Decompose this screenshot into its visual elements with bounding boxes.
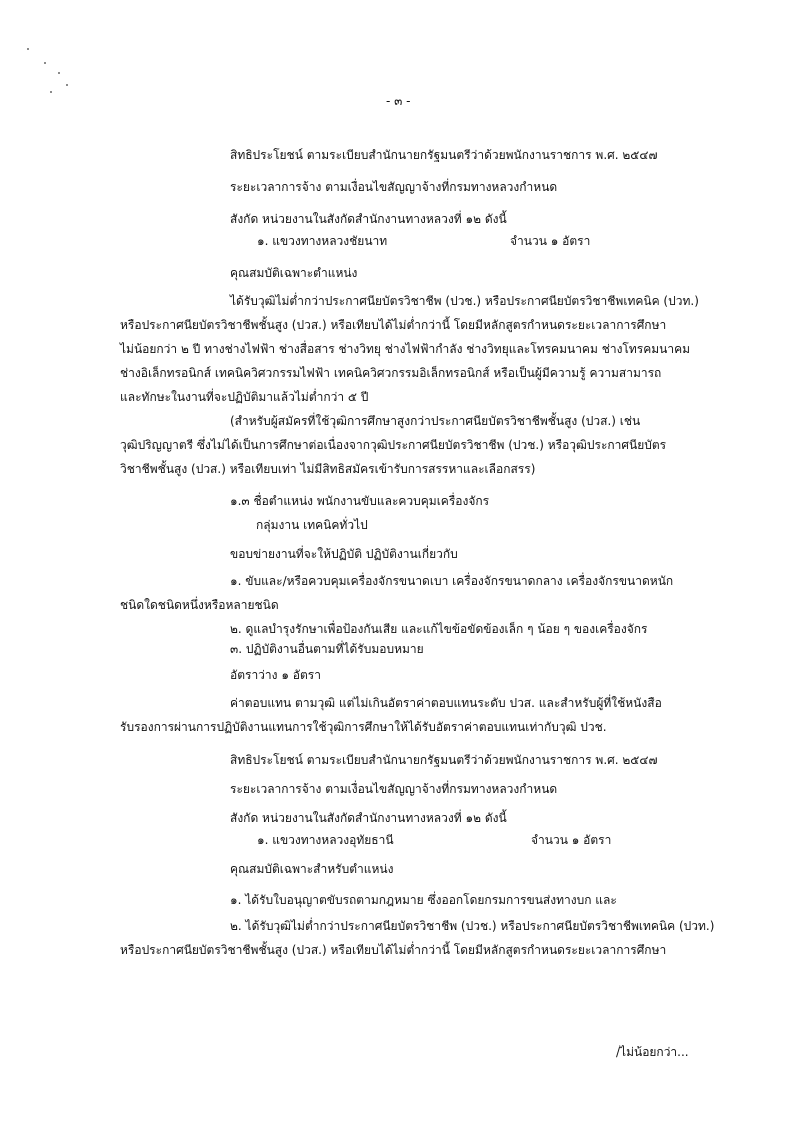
scan-speck xyxy=(50,91,52,93)
scan-speck xyxy=(58,72,60,74)
quota: จำนวน ๑ อัตรา xyxy=(510,234,591,248)
duty-item: ๒. ดูแลบำรุงรักษาเพื่อป้องกันเสีย และแก้ไขข้อขัดข้องเล็ก ๆ น้อย ๆ ของเครื่องจักร xyxy=(230,622,648,636)
requirement-item-continued: หรือประกาศนียบัตรวิชาชีพชั้นสูง (ปวส.) หรือเทียบได้ไม่ต่ำกว่านี้ โดยมีหลักสูตรกำหนดระยะเวลาการศึกษา xyxy=(120,943,667,957)
scan-speck xyxy=(44,62,46,64)
work-group: กลุ่มงาน เทคนิคทั่วไป xyxy=(256,518,368,532)
office-item xyxy=(257,833,527,848)
note-line: วิชาชีพชั้นสูง (ปวส.) หรือเทียบเท่า ไม่มีสิทธิสมัครเข้ารับการสรรหาและเลือกสรร) xyxy=(120,462,536,476)
paragraph-line: หรือประกาศนียบัตรวิชาชีพชั้นสูง (ปวส.) หรือเทียบได้ไม่ต่ำกว่านี้ โดยมีหลักสูตรกำหนดระยะเวลาการศึกษา xyxy=(120,318,667,332)
position-title: ๑.๓ ชื่อตำแหน่ง พนักงานขับและควบคุมเครื่องจักร xyxy=(230,494,490,508)
office-name: ๑. แขวงทางหลวงชัยนาท xyxy=(257,234,388,248)
employment-period-line: ระยะเวลาการจ้าง ตามเงื่อนไขสัญญาจ้างที่กรมทางหลวงกำหนด xyxy=(230,180,558,194)
employment-period-line: ระยะเวลาการจ้าง ตามเงื่อนไขสัญญาจ้างที่กรมทางหลวงกำหนด xyxy=(230,782,558,796)
requirement-item: ๑. ได้รับใบอนุญาตขับรถตามกฎหมาย ซึ่งออกโดยกรมการขนส่งทางบก และ xyxy=(230,893,617,907)
requirement-item: ๒. ได้รับวุฒิไม่ต่ำกว่าประกาศนียบัตรวิชาชีพ (ปวช.) หรือประกาศนียบัตรวิชาชีพเทคนิค (ปวท.) xyxy=(230,919,715,933)
page-number: - ๓ - xyxy=(386,94,411,108)
scan-speck xyxy=(27,48,29,50)
note-line: วุฒิปริญญาตรี ซึ่งไม่ได้เป็นการศึกษาต่อเนื่องจากวุฒิประกาศนียบัตรวิชาชีพ (ปวช.) หรือวุฒิประกาศนียบัตร xyxy=(120,438,667,452)
duty-item-continued: ชนิดใดชนิดหนึ่งหรือหลายชนิด xyxy=(120,598,279,612)
office-item xyxy=(257,234,547,249)
affiliation-line: สังกัด หน่วยงานในสังกัดสำนักงานทางหลวงที่ ๑๒ ดังนี้ xyxy=(230,811,507,825)
office-name: ๑. แขวงทางหลวงอุทัยธานี xyxy=(257,833,394,847)
section-heading: คุณสมบัติเฉพาะตำแหน่ง xyxy=(230,266,358,280)
affiliation-line: สังกัด หน่วยงานในสังกัดสำนักงานทางหลวงที่ ๑๒ ดังนี้ xyxy=(230,212,507,226)
section-heading: ขอบข่ายงานที่จะให้ปฏิบัติ ปฏิบัติงานเกี่ยวกับ xyxy=(230,547,458,561)
vacancies: อัตราว่าง ๑ อัตรา xyxy=(230,668,321,682)
quota: จำนวน ๑ อัตรา xyxy=(531,833,612,847)
compensation-line: ค่าตอบแทน ตามวุฒิ แต่ไม่เกินอัตราค่าตอบแทนระดับ ปวส. และสำหรับผู้ที่ใช้หนังสือ xyxy=(230,696,662,710)
paragraph-line: ช่างอิเล็กทรอนิกส์ เทคนิควิศวกรรมไฟฟ้า เทคนิควิศวกรรมอิเล็กทรอนิกส์ หรือเป็นผู้มีความรู้ ความสามารถ xyxy=(120,366,662,380)
paragraph-line: ไม่น้อยกว่า ๒ ปี ทางช่างไฟฟ้า ช่างสื่อสาร ช่างวิทยุ ช่างไฟฟ้ากำลัง ช่างวิทยุและโทรคมนาคม ช่างโทรคมนาคม xyxy=(120,342,691,356)
duty-item: ๓. ปฏิบัติงานอื่นตามที่ได้รับมอบหมาย xyxy=(230,642,424,656)
paragraph-line: และทักษะในงานที่จะปฏิบัติมาแล้วไม่ต่ำกว่า ๕ ปี xyxy=(120,390,369,404)
note-line: (สำหรับผู้สมัครที่ใช้วุฒิการศึกษาสูงกว่าประกาศนียบัตรวิชาชีพชั้นสูง (ปวส.) เช่น xyxy=(230,414,641,428)
compensation-line: รับรองการผ่านการปฏิบัติงานแทนการใช้วุฒิการศึกษาให้ได้รับอัตราค่าตอบแทนเท่ากับวุฒิ ปวช. xyxy=(120,720,607,734)
duty-item: ๑. ขับและ/หรือควบคุมเครื่องจักรขนาดเบา เครื่องจักรขนาดกลาง เครื่องจักรขนาดหนัก xyxy=(230,574,674,588)
continuation-marker: /ไม่น้อยกว่า... xyxy=(616,1045,689,1059)
paragraph-line: ได้รับวุฒิไม่ต่ำกว่าประกาศนียบัตรวิชาชีพ (ปวช.) หรือประกาศนียบัตรวิชาชีพเทคนิค (ปวท.) xyxy=(230,294,699,308)
section-heading: คุณสมบัติเฉพาะสำหรับตำแหน่ง xyxy=(230,862,394,876)
benefits-line: สิทธิประโยชน์ ตามระเบียบสำนักนายกรัฐมนตรีว่าด้วยพนักงานราชการ พ.ศ. ๒๕๔๗ xyxy=(230,148,658,162)
benefits-line: สิทธิประโยชน์ ตามระเบียบสำนักนายกรัฐมนตรีว่าด้วยพนักงานราชการ พ.ศ. ๒๕๔๗ xyxy=(230,753,658,767)
scan-speck xyxy=(66,84,68,86)
